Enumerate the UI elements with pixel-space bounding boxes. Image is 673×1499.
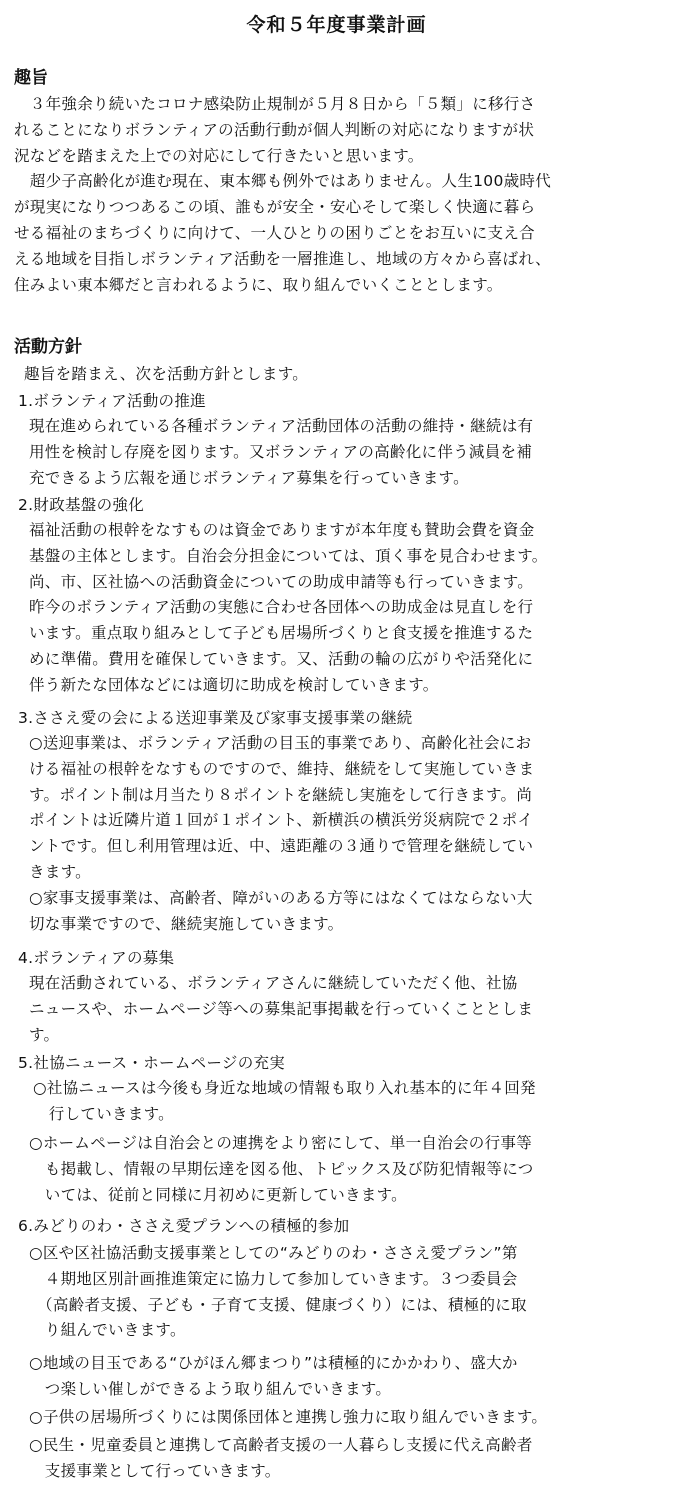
text-line: きます。 xyxy=(29,862,91,881)
text-line: 現在活動されている、ボランティアさんに継続していただく他、社協 xyxy=(29,974,518,992)
text-line: す。ポイント制は月当たり８ポイントを継続し実施をして行きます。尚 xyxy=(29,785,533,804)
text-line: ける福祉の根幹をなすものですので、維持、継続をして実施していきま xyxy=(29,759,535,778)
text-line: ○ホームページは自治会との連携をより密にして、単一自治会の行事等 xyxy=(29,1134,533,1152)
text-line: 住みよい東本郷だと言われるように、取り組んでいくこととします。 xyxy=(14,275,503,294)
item-bullet-6-3 xyxy=(29,1405,547,1431)
text-line: が現実になりつつあるこの頃、誰もが安全・安心そして楽しく快適に暮ら xyxy=(14,198,536,217)
text-line: 昨今のボランティア活動の実態に合わせ各団体への助成金は見直しを行 xyxy=(29,598,534,617)
text-line: ○区や区社協活動支援事業としての“みどりのわ・ささえ愛プラン”第 xyxy=(29,1244,518,1262)
item-heading-3: 3.ささえ愛の会による送迎事業及び家事支援事業の継続 xyxy=(18,709,413,727)
item-heading-6: 6.みどりのわ・ささえ愛プランへの積極的参加 xyxy=(18,1217,350,1235)
text-line: 況などを踏まえた上での対応にして行きたいと思います。 xyxy=(14,146,424,165)
text-line: も掲載し、情報の早期伝達を図る他、トピックス及び防犯情報等につ xyxy=(29,1159,534,1178)
text-line: 尚、市、区社協への活動資金についての助成申請等も行っていきます。 xyxy=(29,572,534,591)
text-line: れることになりボランティアの活動行動が個人判断の対応になりますが状 xyxy=(14,120,535,139)
item-bullet-5-2 xyxy=(29,1131,534,1208)
text-line: います。重点取り組みとして子ども居場所づくりと食支援を推進するた xyxy=(29,624,534,643)
text-line: 伴う新たな団体などには適切に助成を検討していきます。 xyxy=(29,675,439,694)
item-body-2 xyxy=(29,518,548,699)
hoshin-intro: 趣旨を踏まえ、次を活動方針とします。 xyxy=(24,365,309,383)
text-line: ニュースや、ホームページ等への募集記事掲載を行っていくこととしま xyxy=(29,999,534,1018)
text-line: 超少子高齢化が進む現在、東本郷も例外ではありません。人生100歳時代 xyxy=(14,172,552,191)
text-line: ○家事支援事業は、高齢者、障がいのある方等にはなくてはならない大 xyxy=(29,888,533,907)
text-line: える地域を目指しボランティア活動を一層推進し、地域の方々から喜ばれ、 xyxy=(14,249,551,268)
text-line: ○送迎事業は、ボランティア活動の目玉的事業であり、高齢化社会にお xyxy=(29,734,532,752)
text-line: つ楽しい催しができるよう取り組んでいきます。 xyxy=(29,1379,392,1398)
text-line: ３年強余り続いたコロナ感染防止規制が５月８日から「５類」に移行さ xyxy=(14,95,536,113)
item-bullet-5-1 xyxy=(33,1076,536,1128)
item-heading-2: 2.財政基盤の強化 xyxy=(18,496,144,514)
item-heading-4: 4.ボランティアの募集 xyxy=(18,949,175,967)
text-line: ○子供の居場所づくりには関係団体と連携し強力に取り組んでいきます。 xyxy=(29,1408,548,1426)
text-line: ポイントは近隣片道１回が１ポイント、新横浜の横浜労災病院で２ポイ xyxy=(29,811,534,830)
section-heading-hoshin: 活動方針 xyxy=(14,337,82,357)
item-heading-5: 5.社協ニュース・ホームページの充実 xyxy=(18,1054,286,1072)
text-line: （高齢者支援、子ども・子育て支援、健康づくり）には、積極的に取 xyxy=(29,1295,527,1314)
item-bullet-6-1 xyxy=(29,1241,527,1344)
item-heading-1: 1.ボランティア活動の推進 xyxy=(18,392,206,410)
text-line: ○民生・児童委員と連携して高齢者支援の一人暮らし支援に代え高齢者 xyxy=(29,1436,533,1454)
item-body-1 xyxy=(29,414,533,491)
shushi-paragraph xyxy=(14,92,551,298)
page-title: 令和５年度事業計画 xyxy=(246,14,427,36)
item-body-4 xyxy=(29,971,533,1048)
section-heading-shushi: 趣旨 xyxy=(14,68,48,88)
text-line: 用性を検討し存廃を図ります。又ボランティアの高齢化に伴う減員を補 xyxy=(29,442,533,461)
text-line: り組んでいきます。 xyxy=(29,1321,186,1340)
text-line: ４期地区別計画推進策定に協力して参加していきます。３つ委員会 xyxy=(29,1269,518,1288)
text-line: 切な事業ですので、継続実施していきます。 xyxy=(29,914,344,933)
text-line: ントです。但し利用管理は近、中、遠距離の３通りで管理を継続してい xyxy=(29,837,534,856)
text-line: 現在進められている各種ボランティア活動団体の活動の維持・継続は有 xyxy=(29,417,534,435)
text-line: 福祉活動の根幹をなすものは資金でありますが本年度も賛助会費を資金 xyxy=(29,521,535,539)
text-line: めに準備。費用を確保していきます。又、活動の輪の広がりや活発化に xyxy=(29,649,534,668)
text-line: 行していきます。 xyxy=(33,1104,174,1123)
text-line: ○社協ニュースは今後も身近な地域の情報も取り入れ基本的に年４回発 xyxy=(33,1079,536,1097)
text-line: 充できるよう広報を通じボランティア募集を行っていきます。 xyxy=(29,468,469,487)
text-line: す。 xyxy=(29,1025,60,1044)
text-line: せる福祉のまちづくりに向けて、一人ひとりの困りごとをお互いに支え合 xyxy=(14,223,535,242)
text-line: ○地域の目玉である“ひがほん郷まつり”は積極的にかかわり、盛大か xyxy=(29,1354,518,1372)
item-bullet-6-4 xyxy=(29,1433,533,1485)
item-bullet-6-2 xyxy=(29,1351,518,1403)
text-line: いては、従前と同様に月初めに更新していきます。 xyxy=(29,1185,407,1204)
text-line: 支援事業として行っていきます。 xyxy=(29,1461,281,1480)
item-body-3 xyxy=(29,731,534,937)
text-line: 基盤の主体とします。自治会分担金については、頂く事を見合わせます。 xyxy=(29,546,548,565)
